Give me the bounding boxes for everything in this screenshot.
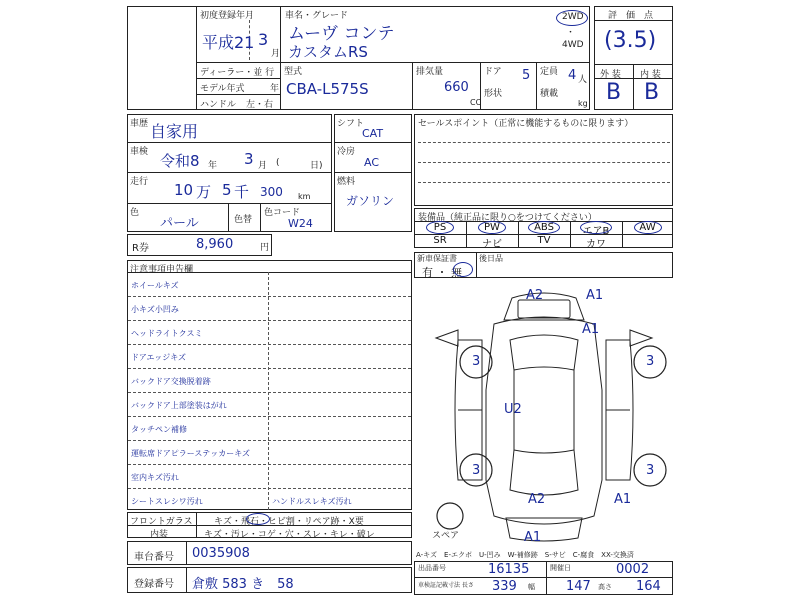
shaken-era: 令和8 [160,152,200,170]
handle-options: 左・右 [246,100,274,110]
equip-ps: PS [433,222,447,233]
first-reg-era: 平成21 [202,33,255,52]
equip-tv: TV [537,235,551,246]
handle-label: ハンドル [200,100,237,110]
equip-aw: AW [639,222,656,233]
model-code-label: 型式 [284,67,303,77]
equip-sr: SR [433,235,447,246]
note-item: バックドア上部塗装はがれ [131,401,227,410]
equip-leather: カワ [586,239,606,250]
damage-mark: 3 [472,463,481,478]
damage-mark: A1 [586,288,604,303]
height: 164 [636,579,661,594]
model-code: CBA-L575S [286,80,369,98]
usage-type: 自家用 [150,122,199,141]
mileage-rest: 300 [260,185,283,199]
damage-mark: U2 [504,402,522,417]
note-item-right: ハンドルスレキズ汚れ [272,497,352,506]
spare-label: スペア [432,531,460,541]
damage-mark: A1 [614,492,632,507]
width: 147 [566,579,591,594]
note-item: ドアエッジキズ [131,353,187,362]
lot-number: 16135 [488,562,530,577]
drive-2wd: 2WD [562,12,584,22]
session-number: 0002 [616,562,650,577]
equip-navi: ナビ [482,239,502,250]
ac-type: AC [364,156,380,169]
selling-points-label: セールスポイント（正常に機能するものに限ります） [418,119,634,129]
capacity: 4 [568,68,577,83]
first-reg-month: 3 [258,30,269,49]
note-item: バックドア交換脱着跡 [131,377,211,386]
car-name: ムーヴ コンテ [288,24,395,44]
drive-4wd: 4WD [562,40,584,50]
equipment-label: 装備品（純正品に限り○をつけてください） [418,213,597,223]
car-front [504,293,584,320]
damage-mark: 3 [472,354,481,369]
doors-label: ドア [484,67,502,77]
first-reg-label: 初度登録年月 [200,11,255,21]
front-glass-circle [246,513,270,525]
capacity-label: 定員 [540,67,559,77]
recycle-value: 8,960 [196,237,234,252]
note-item: 小キズ小凹み [131,305,179,314]
spare-wheel [437,503,463,529]
mileage-sen: 5 [222,181,232,199]
displacement: 660 [444,80,469,95]
overall-score: (3.5) [604,28,657,53]
fuel-type: ガソリン [346,194,395,208]
damage-mark: A1 [524,530,542,545]
doors: 5 [522,68,531,83]
note-item: ヘッドライトクスミ [131,329,203,338]
damage-legend: A-キズ E-エクボ U-凹み W-補修跡 S-サビ C-腐食 XX-交換済 [416,551,634,559]
registration-number: 倉敷 583 き 58 [192,577,294,592]
color-name: パール [160,216,199,231]
damage-mark: A2 [526,288,544,303]
color-code: W24 [288,217,313,230]
note-item: シートスレシワ汚れ [131,497,203,506]
warranty-circle [453,262,473,277]
load-label: 積載 [540,89,559,99]
dealer-label: ディーラー・並 行 [200,68,275,78]
note-item: タッチペン補修 [131,425,187,434]
shaken-month: 3 [244,150,254,168]
displacement-label: 排気量 [416,67,444,77]
chassis-number: 0035908 [192,546,250,561]
car-grade: カスタムRS [288,43,368,61]
front-glass-options: キズ・飛石・ヒビ割・リペア跡・X要 [214,517,364,527]
grades-label: 評 価 点 [608,11,654,21]
damage-mark: 3 [646,463,655,478]
equip-abs: ABS [534,222,554,233]
interior-grade: B [644,80,660,105]
car-name-label: 車名・グレード [285,11,349,21]
warranty-value: 有 ・ 無 [422,266,462,279]
shift-type: CAT [362,127,384,140]
model-year-label: モデル年式 [200,84,245,94]
shape-label: 形状 [484,89,503,99]
length: 339 [492,579,517,594]
exterior-grade: B [606,80,622,105]
damage-mark: A1 [582,322,600,337]
equip-airbag: エアB [582,226,610,237]
equip-pw: PW [484,222,500,233]
note-item: ホイールキズ [131,281,179,290]
notes-label: 注意事項申告欄 [130,265,194,275]
damage-mark: A2 [528,492,546,507]
interior-options: キズ・汚レ・コゲ・穴・スレ・キレ・破レ [204,530,375,540]
damage-mark: 3 [646,354,655,369]
note-item: 運転席ドアピラーステッカーキズ [131,449,251,458]
note-item: 室内キズ汚れ [131,473,179,482]
mileage-man: 10 [174,181,194,199]
